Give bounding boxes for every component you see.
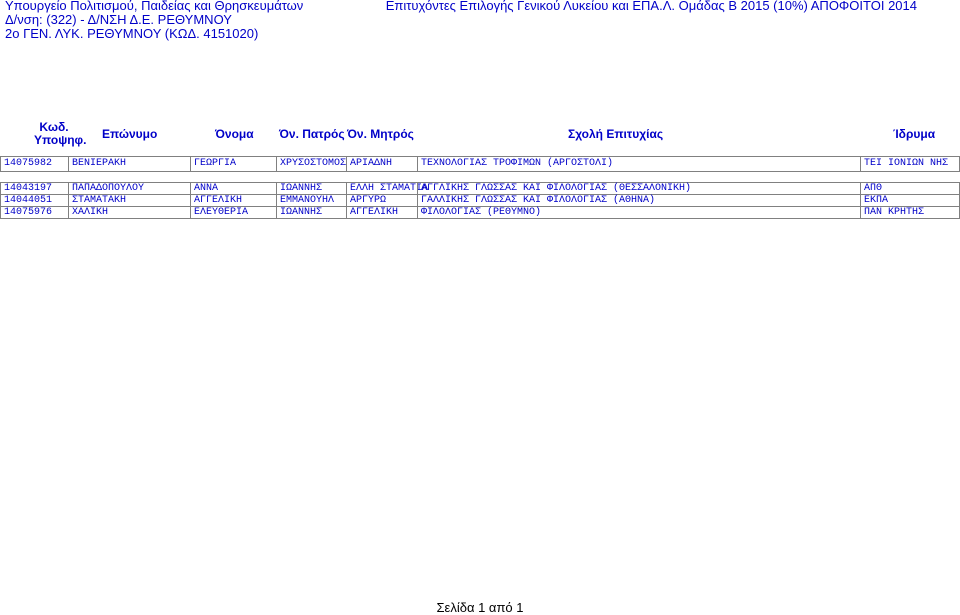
table-row [0, 195, 960, 207]
cell-school: ΦΙΛΟΛΟΓΙΑΣ (ΡΕΘΥΜΝΟ) [417, 207, 860, 218]
cell-code: 14043197 [0, 183, 68, 194]
cell-school: ΓΑΛΛΙΚΗΣ ΓΛΩΣΣΑΣ ΚΑΙ ΦΙΛΟΛΟΓΙΑΣ (ΑΘΗΝΑ) [417, 195, 860, 206]
cell-institution: ΑΠΘ [860, 183, 960, 194]
cell-father: ΙΩΑΝΝΗΣ [276, 207, 346, 218]
column-header-institution: Ίδρυμα [893, 127, 936, 141]
cell-code: 14075982 [0, 157, 68, 171]
cell-institution: ΠΑΝ ΚΡΗΤΗΣ [860, 207, 960, 218]
cell-name: ΕΛΕΥΘΕΡΙΑ [190, 207, 276, 218]
column-header-code [34, 120, 87, 147]
column-header-code-line2: Υποψηφ. [34, 133, 87, 147]
cell-school: ΑΓΓΛΙΚΗΣ ΓΛΩΣΣΑΣ ΚΑΙ ΦΙΛΟΛΟΓΙΑΣ (ΘΕΣΣΑΛΟΝΙΚΗ) [417, 183, 860, 194]
column-header-school: Σχολή Επιτυχίας [568, 127, 664, 141]
cell-mother: ΑΡΓΥΡΩ [346, 195, 417, 206]
table-row [0, 207, 960, 219]
ministry-name: Υπουργείο Πολιτισμού, Παιδείας και Θρησκευμάτων [5, 0, 304, 13]
results-table [0, 156, 960, 219]
header-left-block [5, 0, 303, 41]
cell-mother: ΑΓΓΕΛΙΚΗ [346, 207, 417, 218]
cell-surname: ΣΤΑΜΑΤΑΚΗ [68, 195, 190, 206]
page-number: Σελίδα 1 από 1 [436, 600, 524, 615]
cell-father: ΙΩΑΝΝΗΣ [276, 183, 346, 194]
column-header-father: Όν. Πατρός [279, 127, 345, 141]
column-header-name: Όνομα [215, 127, 254, 141]
cell-school: ΤΕΧΝΟΛΟΓΙΑΣ ΤΡΟΦΙΜΩΝ (ΑΡΓΟΣΤΟΛΙ) [417, 157, 860, 171]
cell-institution: ΤΕΙ ΙΟΝΙΩΝ ΝΗΣ [860, 157, 960, 171]
cell-mother: ΕΛΛΗ ΣΤΑΜΑΤΙΑ [346, 183, 417, 194]
directorate-name: Δ/νση: (322) - Δ/ΝΣΗ Δ.Ε. ΡΕΘΥΜΝΟΥ [5, 12, 232, 27]
cell-surname: ΠΑΠΑΔΟΠΟΥΛΟΥ [68, 183, 190, 194]
column-header-mother: Όν. Μητρός [347, 127, 414, 141]
school-name: 2ο ΓΕΝ. ΛΥΚ. ΡΕΘΥΜΝΟΥ (ΚΩΔ. 4151020) [5, 26, 259, 41]
column-header-surname: Επώνυμο [102, 127, 158, 141]
table-row [0, 156, 960, 172]
column-header-row [0, 116, 960, 154]
report-title: Επιτυχόντες Επιλογής Γενικού Λυκείου και ΕΠΑ.Λ. Ομάδας Β 2015 (10%) ΑΠΟΦΟΙΤΟΙ 2014 [385, 0, 917, 13]
cell-surname: ΒΕΝΙΕΡΑΚΗ [68, 157, 190, 171]
cell-father: ΕΜΜΑΝΟΥΗΛ [276, 195, 346, 206]
cell-name: ΑΓΓΕΛΙΚΗ [190, 195, 276, 206]
cell-father: ΧΡΥΣΟΣΤΟΜΟΣ [276, 157, 346, 171]
cell-mother: ΑΡΙΑΔΝΗ [346, 157, 417, 171]
cell-code: 14044051 [0, 195, 68, 206]
table-row [0, 182, 960, 195]
column-header-code-line1: Κωδ. [39, 120, 69, 134]
cell-surname: ΧΑΛΙΚΗ [68, 207, 190, 218]
cell-name: ΓΕΩΡΓΙΑ [190, 157, 276, 171]
cell-code: 14075976 [0, 207, 68, 218]
cell-name: ΑΝΝΑ [190, 183, 276, 194]
cell-institution: ΕΚΠΑ [860, 195, 960, 206]
